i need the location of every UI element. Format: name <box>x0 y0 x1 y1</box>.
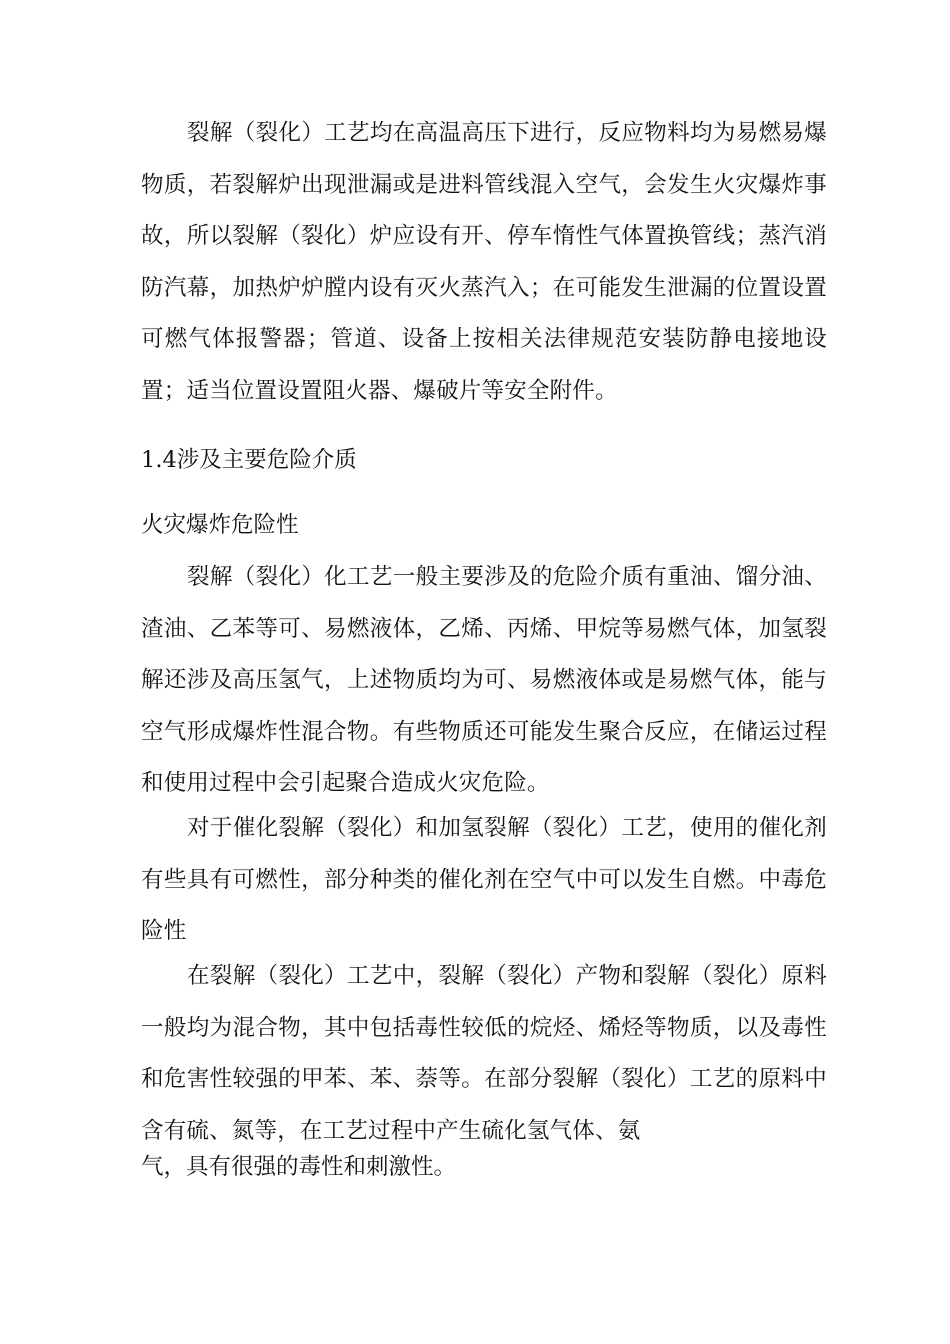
paragraph-hazardous-media-list: 裂解（裂化）化工艺一般主要涉及的危险介质有重油、馏分油、渣油、乙苯等可、易燃液体，乙烯、丙烯、甲烷等易燃气体，加氢裂解还涉及高压氢气，上述物质均为可、易燃液体或是易燃气体，能与空气形成爆炸性混合物。有些物质还可能发生聚合反应，在储运过程和使用过程中会引起聚合造成火灾危险。 <box>141 564 827 796</box>
paragraph-toxicity-tail: 气，具有很强的毒性和刺激性。 <box>141 1154 457 1180</box>
paragraph-cracking-process-safety: 裂解（裂化）工艺均在高温高压下进行，反应物料均为易燃易爆物质，若裂解炉出现泄漏或是进料管线混入空气，会发生火灾爆炸事故，所以裂解（裂化）炉应设有开、停车惰性气体置换管线；蒸汽消防汽幕，加热炉炉膛内设有灭火蒸汽入；在可能发生泄漏的位置设置可燃气体报警器；管道、设备上按相关法律规范安装防静电接地设置；适当位置设置阻火器、爆破片等安全附件。 <box>141 120 827 404</box>
paragraph-toxicity-hazard: 在裂解（裂化）工艺中，裂解（裂化）产物和裂解（裂化）原料一般均为混合物，其中包括毒性较低的烷烃、烯烃等物质，以及毒性和危害性较强的甲苯、苯、萘等。在部分裂解（裂化）工艺的原料中含有硫、氮等，在工艺过程中产生硫化氢气体、氨 <box>141 963 827 1144</box>
subheading-fire-explosion-hazard: 火灾爆炸危险性 <box>141 512 299 538</box>
paragraph-catalyst-flammability: 对于催化裂解（裂化）和加氢裂解（裂化）工艺，使用的催化剂有些具有可燃性，部分种类的催化剂在空气中可以发生自燃。中毒危险性 <box>141 815 827 944</box>
section-heading-hazardous-media: 1.4涉及主要危险介质 <box>141 447 357 473</box>
